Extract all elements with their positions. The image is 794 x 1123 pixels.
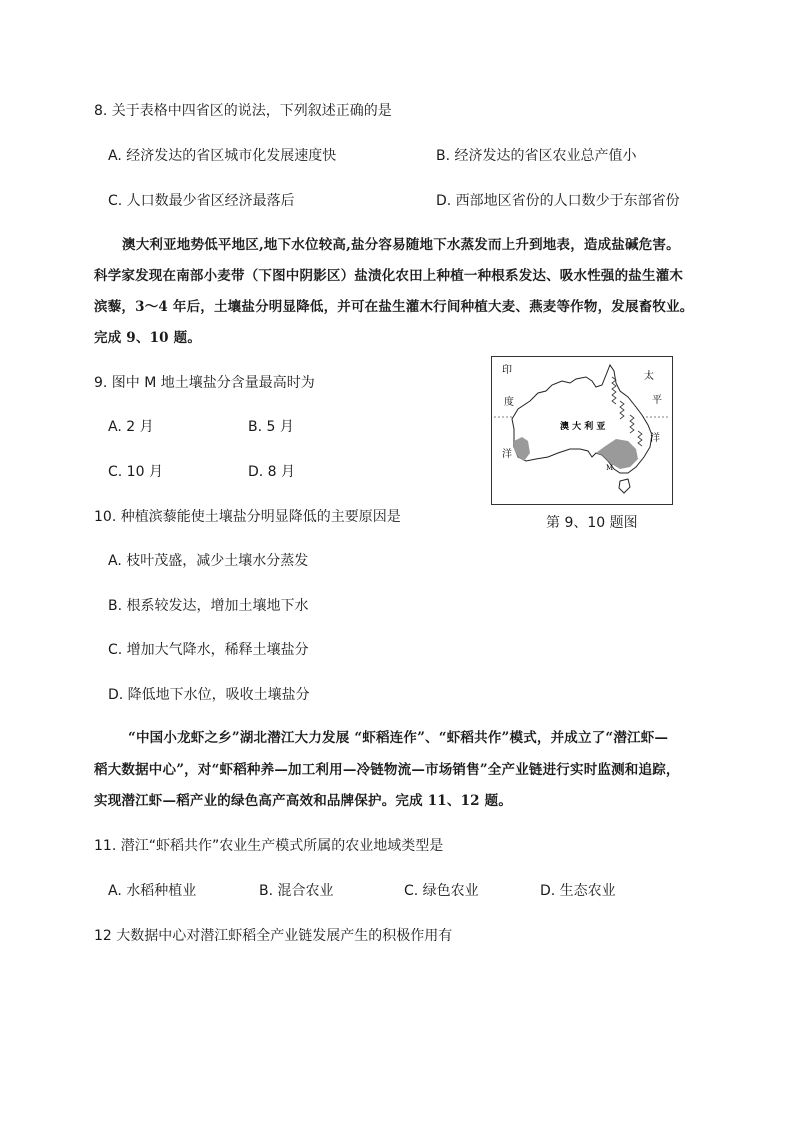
passage2-line-2: 稻大数据中心”，对“虾稻种养—加工利用—冷链物流—市场销售”全产业链进行实时监测和追踪， [94,762,680,778]
q10-option-d: D. 降低地下水位，吸收土壤盐分 [108,687,310,703]
q11-option-a: A. 水稻种植业 [108,883,197,899]
q10-option-b: B. 根系较发达，增加土壤地下水 [108,598,309,614]
passage2-line-1: “中国小龙虾之乡”湖北潜江大力发展 “虾稻连作”、“虾稻共作”模式，并成立了“潜江虾— [128,730,669,746]
label-pacific-1: 太 [644,371,654,382]
q10-stem: 10. 种植滨藜能使土壤盐分明显降低的主要原因是 [94,509,401,525]
label-india-1: 印 [502,365,512,376]
tasmania-outline [619,479,630,493]
map-caption: 第 9、10 题图 [546,515,638,531]
passage2-line-3: 实现潜江虾—稻产业的绿色高产高效和品牌保护。完成 11、12 题。 [94,793,513,809]
q8-option-b: B. 经济发达的省区农业总产值小 [436,148,637,164]
label-india-3: 洋 [502,449,512,460]
label-point-m: M [606,464,614,472]
q11-option-d: D. 生态农业 [540,883,616,899]
q8-option-d: D. 西部地区省份的人口数少于东部省份 [436,193,680,209]
q9-stem: 9. 图中 M 地土壤盐分含量最高时为 [94,375,315,391]
q9-option-b: B. 5 月 [248,419,294,435]
passage1-line-2: 科学家发现在南部小麦带（下图中阴影区）盐渍化农田上种植一种根系发达、吸水性强的盐生灌木 [94,268,684,284]
label-pacific-2: 平 [652,395,662,406]
australia-map [491,356,673,505]
q10-option-a: A. 枝叶茂盛，减少土壤水分蒸发 [108,553,309,569]
label-india-2: 度 [504,397,514,408]
q9-option-d: D. 8 月 [248,464,296,480]
passage1-line-3: 滨藜，3～4 年后，土壤盐分明显降低，并可在盐生灌木行间种植大麦、燕麦等作物，发展畜牧业。 [94,299,694,315]
q9-option-a: A. 2 月 [108,419,154,435]
label-country: 澳 大 利 亚 [560,422,606,432]
q11-stem: 11. 潜江“虾稻共作”农业生产模式所属的农业地域类型是 [94,838,444,854]
q11-option-b: B. 混合农业 [259,883,334,899]
q10-option-c: C. 增加大气降水，稀释土壤盐分 [108,642,309,658]
q12-stem: 12 大数据中心对潜江虾稻全产业链发展产生的积极作用有 [94,928,453,944]
label-pacific-3: 洋 [650,433,660,444]
q8-option-c: C. 人口数最少省区经济最落后 [108,193,295,209]
passage1-line-4: 完成 9、10 题。 [94,330,202,346]
passage1-line-1: 澳大利亚地势低平地区,地下水位较高,盐分容易随地下水蒸发而上升到地表，造成盐碱危害。 [122,237,680,253]
q9-option-c: C. 10 月 [108,464,163,480]
australia-map-graphic [492,357,672,504]
q11-option-c: C. 绿色农业 [404,883,479,899]
q8-option-a: A. 经济发达的省区城市化发展速度快 [108,148,337,164]
q8-stem: 8. 关于表格中四省区的说法，下列叙述正确的是 [94,103,392,119]
